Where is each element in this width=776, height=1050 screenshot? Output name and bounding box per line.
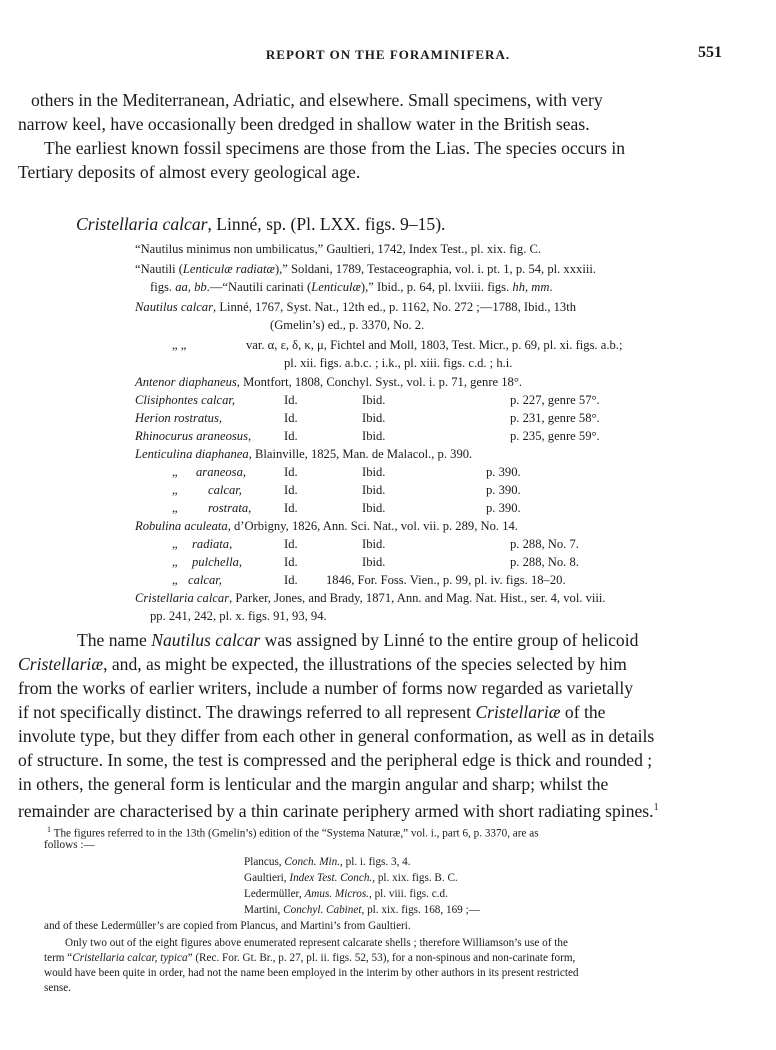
synonym-ditto: „ (172, 483, 178, 497)
synonym-name: calcar, (208, 483, 242, 497)
running-header: REPORT ON THE FORAMINIFERA. (265, 47, 511, 62)
body-line: Cristellariæ, and, as might be expected, the illustrations of the species selected by him (18, 654, 627, 674)
synonym-author: Id. (284, 465, 298, 479)
synonym-source: 1846, For. Foss. Vien., p. 99, pl. iv. figs. 18–20. (326, 573, 566, 587)
body-line: from the works of earlier writers, include a number of forms now regarded as varietally (18, 678, 634, 698)
footnote-line: $^1$ The figures referred to in the 13th (Gmelin’s) edition of the “Systema Naturæ,” vol. i., part 6, p. 3370, are as (47, 825, 539, 840)
synonym-entry-cont: (Gmelin’s) ed., p. 3370, No. 2. (270, 318, 425, 332)
synonym-entry: var. α, ε, δ, κ, μ, Fichtel and Moll, 1803, Test. Micr., p. 69, pl. xi. figs. a.b.; (246, 338, 623, 352)
synonym-ditto: „ (172, 537, 178, 551)
footnote-reference: Plancus, Conch. Min., pl. i. figs. 3, 4. (244, 856, 411, 868)
footnote-reference: Martini, Conchyl. Cabinet, pl. xix. figs. 168, 169 ;— (244, 904, 480, 916)
synonym-source: Ibid. (362, 393, 386, 407)
synonym-author: Id. (284, 483, 298, 497)
synonym-author: Id. (284, 537, 298, 551)
synonym-page: p. 288, No. 7. (510, 537, 579, 551)
synonym-entry: Nautilus calcar, Linné, 1767, Syst. Nat., 12th ed., p. 1162, No. 272 ;—1788, Ibid., 13th (135, 300, 577, 314)
synonym-source: Ibid. (362, 429, 386, 443)
footnote-line: term “Cristellaria calcar, typica” (Rec. For. Gt. Br., p. 27, pl. ii. figs. 52, 53), for a non-spinous and non-carinate form, (44, 952, 576, 964)
synonym-author: Id. (284, 573, 298, 587)
body-line: remainder are characterised by a thin carinate periphery armed with short radiating spines.$^1$ (18, 800, 659, 821)
synonym-page: p. 390. (486, 465, 521, 479)
synonym-name: radiata, (192, 537, 233, 551)
synonym-entry-cont: pp. 241, 242, pl. x. figs. 91, 93, 94. (150, 609, 327, 623)
synonym-entry-cont: pl. xii. figs. a.b.c. ; i.k., pl. xiii. figs. c.d. ; h.i. (284, 356, 513, 370)
synonym-source: Ibid. (362, 483, 386, 497)
synonym-source: Ibid. (362, 537, 386, 551)
synonym-entry: Cristellaria calcar, Parker, Jones, and Brady, 1871, Ann. and Mag. Nat. Hist., ser. 4, vol. viii. (135, 591, 606, 605)
synonym-name: rostrata, (208, 501, 252, 515)
synonym-entry: Antenor diaphaneus, Montfort, 1808, Conchyl. Syst., vol. i. p. 71, genre 18°. (135, 375, 523, 389)
footnote-line: follows :— (44, 839, 95, 851)
species-name: Cristellaria calcar (76, 214, 208, 234)
footnote-line: and of these Ledermüller’s are copied from Plancus, and Martini’s from Gaultieri. (44, 920, 411, 932)
synonym-entry: Lenticulina diaphanea, Blainville, 1825, Man. de Malacol., p. 390. (135, 447, 473, 461)
synonym-name: Clisiphontes calcar, (135, 393, 236, 407)
intro-line: narrow keel, have occasionally been dredged in shallow water in the British seas. (18, 114, 590, 134)
synonym-source: Ibid. (362, 411, 386, 425)
synonym-entry: “Nautilus minimus non umbilicatus,” Gaultieri, 1742, Index Test., pl. xix. fig. C. (135, 242, 542, 256)
species-authority: , Linné, sp. (Pl. LXX. figs. 9–15). (207, 214, 446, 234)
synonym-author: Id. (284, 555, 298, 569)
footnote-reference: Gaultieri, Index Test. Conch., pl. xix. figs. B. C. (244, 872, 458, 884)
synonym-author: Id. (284, 501, 298, 515)
body-line: of structure. In some, the test is compressed and the peripheral edge is thick and rounded ; (18, 750, 653, 770)
intro-line: others in the Mediterranean, Adriatic, and elsewhere. Small specimens, with very (31, 90, 603, 110)
body-line: The name Nautilus calcar was assigned by Linné to the entire group of helicoid (77, 630, 639, 650)
synonym-entry: “Nautili (Lenticulæ radiatæ),” Soldani, 1789, Testaceographia, vol. i. pt. 1, p. 54, pl. xxxiii. (135, 262, 596, 276)
synonym-page: p. 390. (486, 501, 521, 515)
intro-line: Tertiary deposits of almost every geological age. (18, 162, 361, 182)
synonym-ditto: „ (172, 465, 178, 479)
synonym-page: p. 231, genre 58°. (510, 411, 600, 425)
synonym-ditto: „ „ (172, 338, 187, 352)
footnote-line: Only two out of the eight figures above enumerated represent calcarate shells ; therefore Williamson’s use of the (65, 937, 568, 949)
footnote-line: sense. (44, 982, 72, 994)
footnote-mark: 1 (47, 825, 51, 834)
synonym-page: p. 227, genre 57°. (510, 393, 600, 407)
synonym-entry-cont: figs. aa, bb.—“Nautili carinati (Lenticulæ),” Ibid., p. 64, pl. lxviii. figs. hh, mm. (150, 280, 553, 294)
page-number: 551 (698, 44, 722, 61)
footnote-ref: 1 (653, 802, 659, 813)
synonym-page: p. 390. (486, 483, 521, 497)
synonym-name: Rhinocurus araneosus, (135, 429, 252, 443)
synonym-page: p. 288, No. 8. (510, 555, 579, 569)
synonym-ditto: „ (172, 555, 178, 569)
synonym-source: Ibid. (362, 465, 386, 479)
synonym-ditto: „ (172, 501, 178, 515)
intro-line: The earliest known fossil specimens are those from the Lias. The species occurs in (44, 138, 626, 158)
synonym-author: Id. (284, 393, 298, 407)
synonym-author: Id. (284, 411, 298, 425)
body-line: in others, the general form is lenticular and the margin angular and sharp; whilst the (18, 774, 609, 794)
synonym-name: Herion rostratus, (135, 411, 222, 425)
synonym-source: Ibid. (362, 501, 386, 515)
synonym-ditto: „ (172, 573, 178, 587)
synonym-author: Id. (284, 429, 298, 443)
footnote-reference: Ledermüller, Amus. Micros., pl. viii. figs. c.d. (244, 888, 448, 900)
footnote-line: would have been quite in order, had not the name been employed in the interim by other authors in its present restricted (44, 967, 579, 979)
synonym-name: pulchella, (192, 555, 243, 569)
synonym-entry: Robulina aculeata, d’Orbigny, 1826, Ann. Sci. Nat., vol. vii. p. 289, No. 14. (135, 519, 518, 533)
synonym-name: araneosa, (196, 465, 247, 479)
synonym-name: calcar, (188, 573, 222, 587)
synonym-source: Ibid. (362, 555, 386, 569)
body-line: if not specifically distinct. The drawings referred to all represent Cristellariæ of the (18, 702, 606, 722)
synonym-page: p. 235, genre 59°. (510, 429, 600, 443)
body-line: involute type, but they differ from each other in general conformation, as well as in details (18, 726, 655, 746)
species-heading (76, 214, 445, 235)
